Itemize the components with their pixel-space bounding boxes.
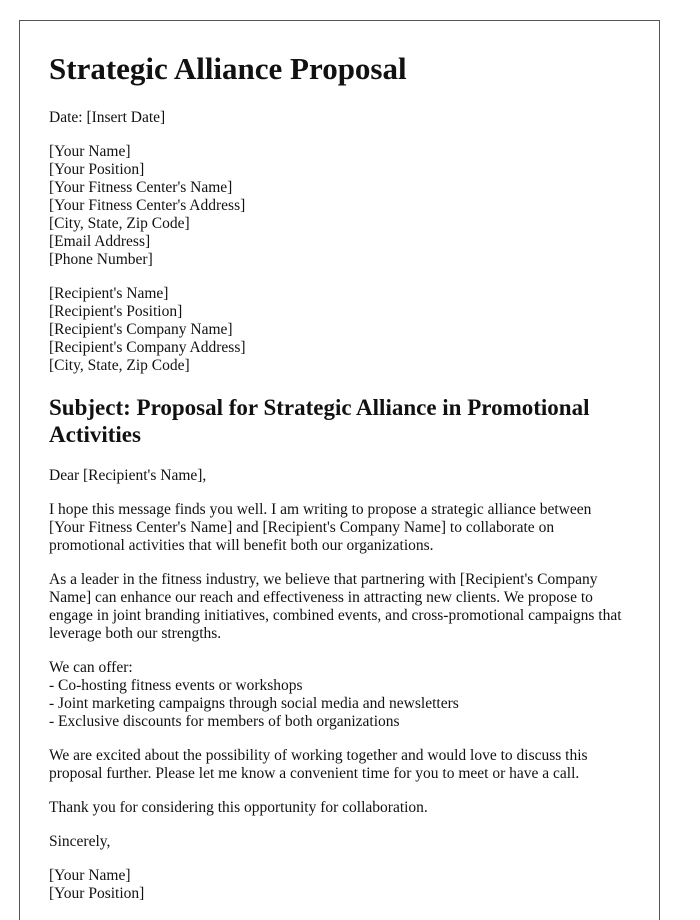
page-title: Strategic Alliance Proposal (49, 51, 407, 86)
body-paragraph-intro: I hope this message finds you well. I am writing to propose a strategic alliance between [Your Fitness Center's Name] and [Recipient's Company Name] to collaborate on promotional activities that will benefit both our organizations. (49, 501, 592, 554)
sender-city: [City, State, Zip Code] (49, 215, 190, 232)
sender-phone: [Phone Number] (49, 251, 153, 268)
sender-company: [Your Fitness Center's Name] (49, 179, 233, 196)
recipient-name: [Recipient's Name] (49, 285, 169, 302)
sender-address-block (49, 143, 630, 269)
sender-name: [Your Name] (49, 143, 131, 160)
body-paragraph-proposal: As a leader in the fitness industry, we believe that partnering with [Recipient's Company Name] can enhance our reach and effectiveness in attracting new clients. We propose to engage in joint branding initiatives, combined events, and cross-promotional campaigns that leverage both our strengths. (49, 571, 622, 642)
signature-position: [Your Position] (49, 885, 145, 902)
offer-item: - Co-hosting fitness events or workshops (49, 677, 303, 694)
signature-block (49, 867, 630, 903)
sender-position: [Your Position] (49, 161, 145, 178)
sender-email: [Email Address] (49, 233, 151, 250)
offer-item: - Joint marketing campaigns through social media and newsletters (49, 695, 459, 712)
signature-name: [Your Name] (49, 867, 131, 884)
body-paragraph-closing: We are excited about the possibility of working together and would love to discuss this proposal further. Please let me know a convenient time for you to meet or have a call. (49, 747, 588, 782)
subject-heading: Subject: Proposal for Strategic Alliance in Promotional Activities (49, 395, 590, 447)
letter-page (19, 20, 660, 920)
salutation: Dear [Recipient's Name], (49, 467, 207, 484)
recipient-position: [Recipient's Position] (49, 303, 183, 320)
signoff: Sincerely, (49, 833, 111, 850)
recipient-city: [City, State, Zip Code] (49, 357, 190, 374)
offer-intro: We can offer: (49, 659, 133, 676)
recipient-address: [Recipient's Company Address] (49, 339, 246, 356)
recipient-company: [Recipient's Company Name] (49, 321, 233, 338)
offer-item: - Exclusive discounts for members of both organizations (49, 713, 400, 730)
offer-list (49, 659, 630, 731)
date-line: Date: [Insert Date] (49, 109, 166, 126)
recipient-address-block (49, 285, 630, 375)
body-paragraph-thanks: Thank you for considering this opportunity for collaboration. (49, 799, 428, 816)
sender-address: [Your Fitness Center's Address] (49, 197, 246, 214)
